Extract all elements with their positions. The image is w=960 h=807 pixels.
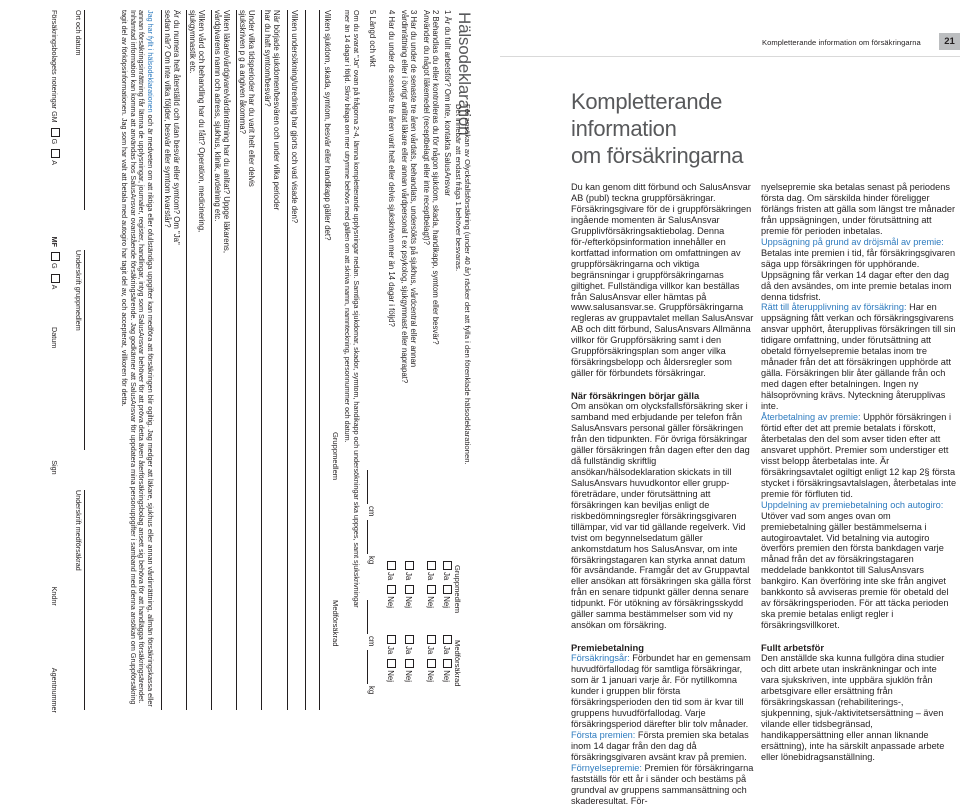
checkbox[interactable] [405,635,414,644]
supp-q-sjukskrivning: Under vilka tidsperioder har du varit helt eller delvis sjukskriven p g a angiven åkomma? [238,10,256,187]
checkbox[interactable] [51,274,60,283]
col-label-gruppmedlem: Gruppmedlem [453,565,462,614]
forsta-paragraph: Första premien: Första premien ska betalas inom 14 dagar från den dag då försäkringsgivaren avsänt krav på premien. [571,729,749,762]
page-number: 21 [939,33,960,50]
question-2b: Använder du något läkemedel (receptbelagt eller inte receptbelagt)? [422,10,431,245]
heading-fullt-arbetsfor: Fullt arbetsför [761,642,825,654]
premie-lead: Försäkringsår: [571,653,630,664]
answer-line[interactable] [186,10,187,710]
fornyelse-paragraph: Förnyelsepremie: Premien för försäkringarna fastställs för ett år i sänder och bestäms på grundval av gruppens sammansättning och skaderesultat. För- [571,762,754,806]
height-field-gm[interactable] [367,470,368,504]
answer-line[interactable] [211,10,212,710]
answer-line[interactable] [261,10,262,710]
question-1: 1 Är du fullt arbetsför? Om inte, kontakta SalusAnsvar [443,10,452,196]
fornyelse-cont-paragraph: nyelsepremie ska betalas senast på periodens första dag. Om särskilda hinder föreligger förlängs fristen att gälla som längst tre månader från uppsägningen, under förutsättning att premie för perioden inbetalas. [761,182,956,236]
weight-field-gm[interactable] [367,520,368,554]
checkbox[interactable] [427,561,436,570]
heading-borjar: När försäkringen börjar gälla [571,390,700,402]
autogiro-paragraph: Uppdelning av premiebetalning och autogiro: Utöver vad som anges ovan om premiebetalning gäller bestämmelserna i autogiroavtalet. Vid betalning via autogiro överförs premien den första bankdagen varje månad från det av försäkringstagaren meddelade bankkontot till SalusAnsvars bankgiro. Kan överföring inte ske från angivet bankkonto så avviseras premie för obetald del av försäkringsperioden. För att täcka perioden ska premie betalas enligt regler i försäkringsvillkoret. [761,499,949,631]
checkbox[interactable] [405,561,414,570]
fullt-arbetsfor-paragraph: Den anställde ska kunna fullgöra dina studier och ditt arbete utan inskränkningar och inte vara sjukskriven, inte uppbära sjuklön från arbetsgivare eller ersättning från försäkringskassan (rehabiliterings-, sjukpenning, sjuk-/aktivitetsersättning – även vilande eller tidsbegränsad, handikappersättning eller annan liknande ersättning), inte ha särskilt anpassade arbete eller lönebidragsanställning. [761,653,945,762]
checkbox[interactable] [387,585,396,594]
question-4: 4 Har du under de senaste tre åren varit helt eller delvis sjukskriven mer än 14 dagar i följd? [387,10,396,327]
question-3b: vårdinrättning eller i övrigt anlitat läkare eller annan vårdpersonal t ex psykolog, sjukgymnast eller naprapat? [400,10,409,384]
fornyelse-lead: Förnyelsepremie: [571,762,642,773]
header-rule [500,56,960,57]
unit-kg: kg [367,686,376,695]
supp-q-aterstalld: Är du numera helt återställd och utan besvär eller symtom? Om "Ja" sedan när? Om inte vilka följder, besvär eller symtom kvarstår? [163,10,181,245]
answer-line[interactable] [236,10,237,710]
q2-gm-answers: JaNej [426,556,436,608]
signature-mf-line[interactable] [84,490,85,710]
question-2a: 2 Behandlas du eller kontrolleras du för någon sjukdom, skada, handikapp, symtom eller besvär? [431,10,440,345]
answer-line[interactable] [287,10,288,710]
question-5: 5 Längd och vikt [368,10,377,67]
checkbox[interactable] [443,561,452,570]
answer-line[interactable] [319,10,320,710]
declaration-text: Jag har fyllt i hälsodeklarationen och är medveten om att riktiga eller ofullständiga uppgifter kan medföra att försäkringen blir ogiltig. Jag medger att läkare, sjukhus eller annan vårdinrättning, allmän försäkringskassa eller annan försäkringsinrättning får lämna de upplysningar, journaler, register, handlingar, intyg som SalusAnsvar behöver för att pröva detta även återförsäkringsbolag ansett sig behöva för att handlägga försäkringsärendet. Inhämtad information kan komma att användas hos SalusAnsvar ovanstående försäkringsärende. Jag godkänner att SalusAnsvar för uppdatera mina personuppgifter i samband med denna ansökan om Gruppförsäkring tagit del av förköpsinformationen. Jag som har valt att betala med autogiro har tagit del av, och accepterat, villkoren för detta. [120,10,155,707]
checkbox[interactable] [51,252,60,261]
uppsagning-paragraph: Uppsägning på grund av dröjsmål av premie: Betalas inte premien i tid, får försäkringsgivaren säga upp försäkringen för upphörande. Uppsägning får verkan 14 dagar efter den dag då den avsändes, om inte premie betalas inom denna tidsfrist. [761,236,956,302]
unit-kg: kg [367,556,376,565]
forsta-lead: Första premien: [571,729,636,740]
checkbox[interactable] [51,128,60,137]
col-label-gruppmedlem-2: Gruppmedlem [331,432,340,481]
premie-paragraph: Försäkringsår: Förbundet har en gemensam huvudförfallodag för samtliga försäkringar, som är 1 januari varje år. För nytillkomna kunder i gruppen blir första försäkringsperioden den tid som är kvar till gruppens huvudförfallodag. Varje försäkringsperiod därefter blir tolv månader. [571,653,751,729]
page-title [571,88,821,169]
supp-q-tidpunkt: När började sjukdomen/besvären och under vilka perioder har du haft symtom/besvär? [263,10,281,211]
running-header: Kompletterande information om försäkringarna [762,38,921,47]
health-declaration-form [0,0,480,720]
q1-mf-answers: JaNej [442,630,452,682]
unit-cm: cm [367,506,376,517]
supplement-note-2: mer än 14 dagar i följd. Skriv bilaga om mer utrymme behövs med gällen om att skriva namn, namnteckning, personnummer och datum. [343,10,352,443]
insurer-notes-row: Försäkringsbolagets noteringar GMGA MFGA Datum Sign Kndnr Agentnummer [50,10,59,713]
question-3a: 3 Har du under de senaste tre åren vårdats, behandlats, undersökts på sjukhus, vårdcentral eller annan [409,10,418,368]
checkbox[interactable] [51,149,60,158]
checkbox[interactable] [427,585,436,594]
height-field-mf[interactable] [367,600,368,634]
checkbox[interactable] [405,659,414,668]
col-label-medforsakrad: Medförsäkrad [453,640,462,687]
intro-paragraph: Du kan genom ditt förbund och SalusAnsvar AB (publ) teckna gruppförsäkringar. Försäkringsgivare för de i gruppförsäkringen ingående momenten är SalusAnsvar Grupplivförsäkringsaktiebolag. Denna för-/efterköpsinformation innehåller en kortfattad information om omfattningen av gruppförsäkringarna och viktiga begränsningar i gruppförsäkringarnas giltighet. Fullständiga villkor kan beställas från SalusAnsvar eller hämtas på www.salusansvar.se. Gruppförsäkringarna regleras av gruppavtalet mellan SalusAnsvar AB och ditt förbund, SalusAnsvars Allmänna villkor för Gruppförsäkring samt i den Gruppförsäkringsplan som anger vilka försäkringsbelopp och åldersregler som gäller för förbundets försäkringar. [571,182,754,379]
checkbox[interactable] [387,659,396,668]
col-label-medforsakrad-2: Medförsäkrad [331,600,340,647]
form-title: Hälsodeklaration [455,12,474,136]
answer-line[interactable] [305,10,306,710]
signature-gm-label: Underskrift gruppmedlem [74,250,83,331]
unit-cm: cm [367,636,376,647]
q3-gm-answers: JaNej [404,556,414,608]
borjar-paragraph: Om ansökan om olycksfallsförsäkring sker i samband med erbjudande per telefon från SalusAnsvars personal gäller försäkringen från den tidpunkten. För övriga försäkringar gäller försäkringen från dagen efter den dag då fullständig skriftlig ansökan/hälsodeklaration skickats in till SalusAnsvars huvudkontor eller gruppföreträdare, under förutsättning att försäkringen kan beviljas enligt de riskbedömningsregler försäkringsgivaren tillämpar, vid var tid gällande regelverk. Vid tvist om begynnelsedatum gäller ankomstdatum hos SalusAnsvar, om inte försäkringstagaren kan styrka annat datum för avsändande. Framgår det av Gruppavtal eller ansökan att försäkringen ska gälla först från en senare tidpunkt gäller denna senare tidpunkt. För utökning av försäkringsskydd gäller samma bestämmelser som vid ny ansökan om försäkring. [571,401,751,631]
checkbox[interactable] [427,659,436,668]
place-date-line[interactable] [84,10,85,210]
q1-gm-answers: JaNej [442,556,452,608]
text-column-1 [571,182,754,807]
place-date-label: Ort och datum [74,10,83,56]
checkbox[interactable] [387,635,396,644]
title-line-2: om försäkringarna [571,143,744,168]
signature-mf-label: Underskrift medförsäkrad [74,490,83,571]
q4-gm-answers: JaNej [386,556,396,608]
aterupplivning-paragraph: Rätt till återupplivning av försäkring: Har en uppsägning fått verkan och försäkringsgivarens ansvar upphört, återupplivas försäkringen till sin tidigare omfattning, under förutsättning att obetald förnyelsepremie betalas inom tre månader från det att försäkringen upphörde att gälla. Försäkringen blir åter gällande från och med dagen efter betalningen. Ingen ny hälsoprövning krävs. Nyteckning återupplivas inte. [761,302,956,412]
checkbox[interactable] [405,585,414,594]
supp-q-diagnos: Vilken sjukdom, skada, symtom, besvär eller handikapp gäller det? [323,10,332,241]
title-line-1: Kompletterande information [571,89,723,141]
heading-premie: Premiebetalning [571,642,644,654]
supplement-note-1: Om du svarat "Ja" ovan på frågorna 2-4, lämna kompletterande upplysningar nedan. Samtliga sjukdomar, skador, symtom, handikapp och undersökningar ska uppges, samt sjukskrivningar [352,10,361,608]
q3-mf-answers: JaNej [404,630,414,682]
checkbox[interactable] [387,561,396,570]
q4-mf-answers: JaNej [386,630,396,682]
weight-field-mf[interactable] [367,650,368,684]
answer-line[interactable] [161,10,162,710]
text-column-2 [761,182,957,763]
checkbox[interactable] [443,659,452,668]
aterbetalning-paragraph: Återbetalning av premie: Upphör försäkringen i förtid efter det att premie betalats i förskott, återbetalas den del som avser tiden efter att ansvaret upphört. Premier som understiger ett visst belopp återbetalas inte. Är försäkringsavtalet ogiltigt enligt 12 kap 2§ första stycket i försäkringsavtalslagen, återbetalas inte premie för förfluten tid. [761,412,957,499]
checkbox[interactable] [443,635,452,644]
signature-gm-line[interactable] [84,250,85,450]
supp-q-undersokning: Vilken undersökning/utredning har gjorts och vad visade den? [290,10,299,224]
checkbox[interactable] [443,585,452,594]
supp-q-lakare: Vilken läkare/vårdgivare/vårdinrättning har du anlitat? Uppge läkarens, vårdgivarens namn och adress, sjukhus, klinik, avdelning etc. [213,10,231,254]
q2-mf-answers: JaNej [426,630,436,682]
supp-q-behandling: Vilken vård och behandling har du fått? Operation, medicinering, sjukgymnastik etc. [188,10,206,233]
form-intro: För ansökan av Olycksfallsförsäkring (under 40 år) räcker det att fylla i den förenklade hälsodeklarationen. Det innebär att endast fråga 1 behöver besvaras. [454,104,472,465]
checkbox[interactable] [427,635,436,644]
